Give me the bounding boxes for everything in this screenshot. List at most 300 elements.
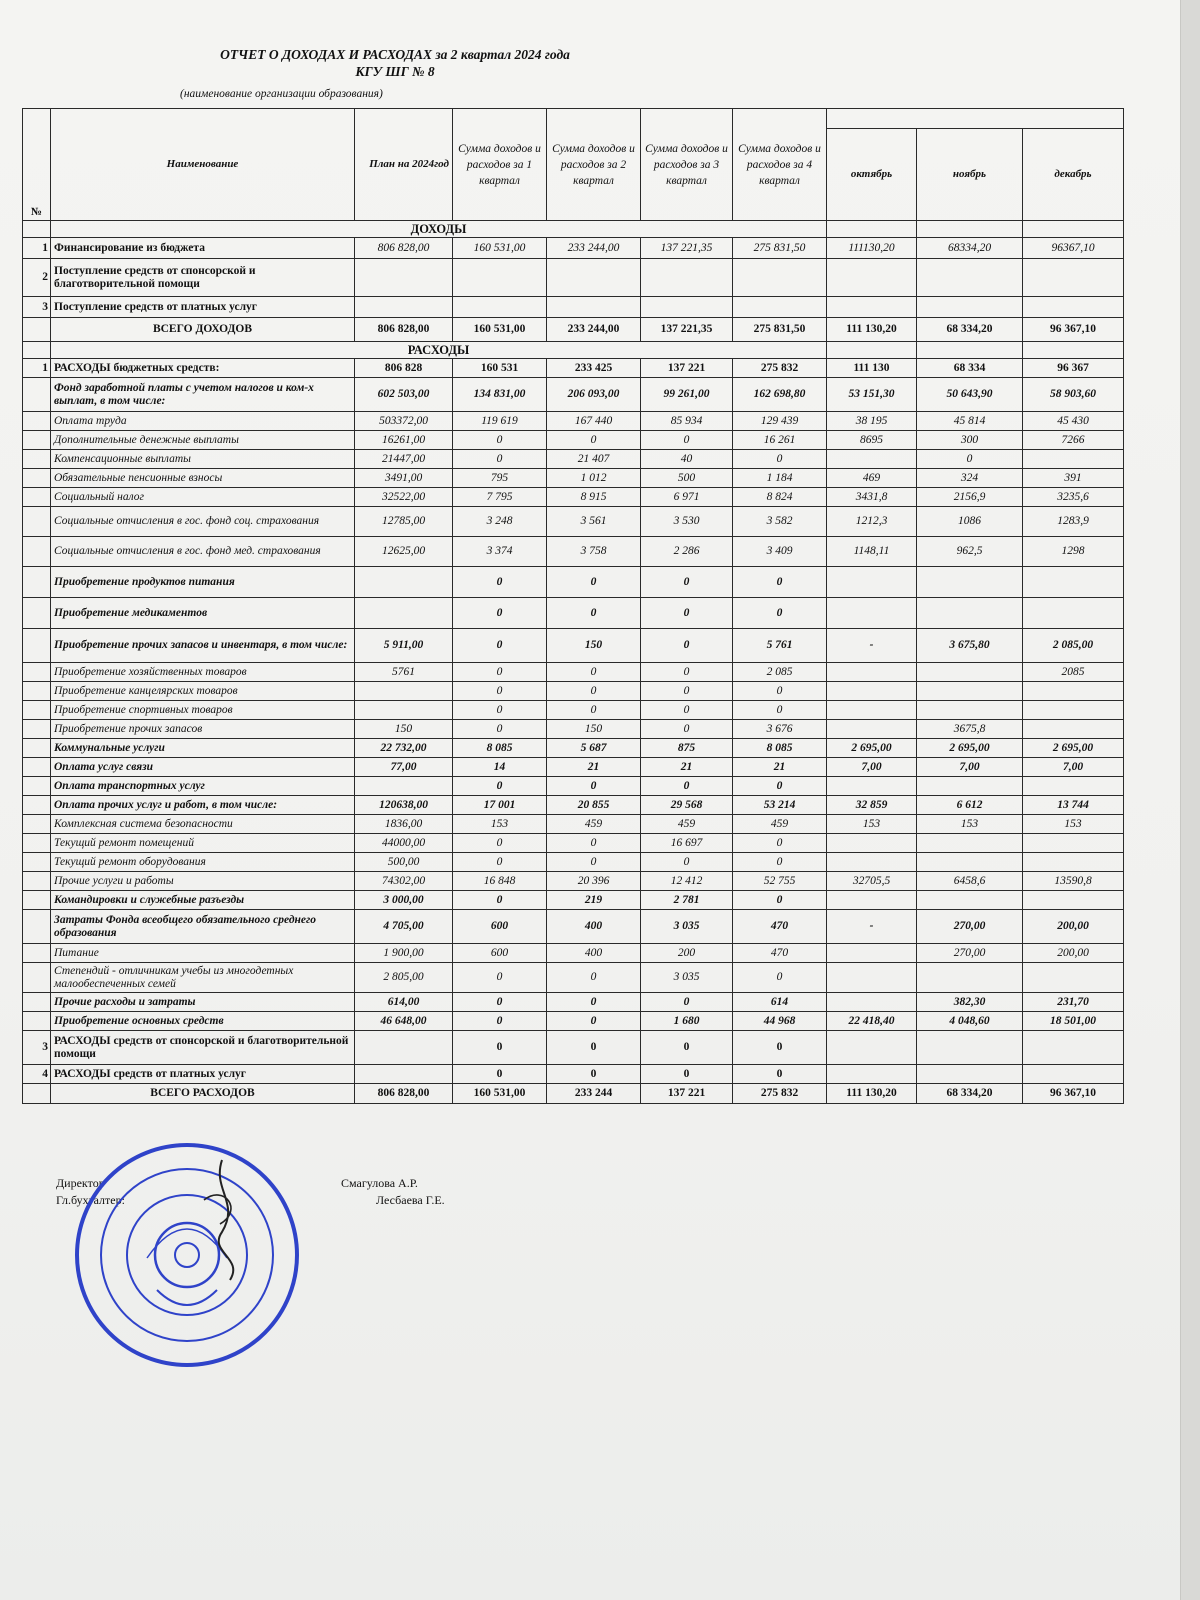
cell-q4: 52 755 [733, 872, 827, 891]
expense-row [23, 507, 1124, 537]
cell-q1: 0 [453, 701, 547, 720]
cell-m3: 18 501,00 [1023, 1012, 1124, 1031]
cell-q2: 0 [547, 777, 641, 796]
cell-q4 [733, 297, 827, 318]
cell-q3: 85 934 [641, 412, 733, 431]
expense-row [23, 629, 1124, 663]
cell-q3: 21 [641, 758, 733, 777]
director-name: Смагулова А.Р. [341, 1176, 418, 1190]
cell-m1: 111 130,20 [827, 318, 917, 342]
cell-m2 [917, 963, 1023, 993]
col-q1: Сумма доходов и расходов за 1 квартал [453, 109, 547, 221]
cell-q1: 0 [453, 720, 547, 739]
cell-m3: 200,00 [1023, 910, 1124, 944]
cell-q3: 0 [641, 663, 733, 682]
cell-q1: 134 831,00 [453, 378, 547, 412]
cell-q1 [453, 259, 547, 297]
cell-m1: 53 151,30 [827, 378, 917, 412]
cell-name: Командировки и служебные разъезды [51, 891, 355, 910]
cell-q3 [641, 297, 733, 318]
cell-m2: 1086 [917, 507, 1023, 537]
cell-m2: 382,30 [917, 993, 1023, 1012]
cell-n [23, 777, 51, 796]
cell-name: Приобретение медикаментов [51, 598, 355, 629]
cell-q2: 0 [547, 1065, 641, 1084]
cell-q1: 0 [453, 1065, 547, 1084]
cell-q3: 137 221,35 [641, 318, 733, 342]
cell-q1: 160 531 [453, 359, 547, 378]
cell-q4: 0 [733, 1031, 827, 1065]
cell-q2: 5 687 [547, 739, 641, 758]
cell-name: РАСХОДЫ средств от платных услуг [51, 1065, 355, 1084]
cell-n [23, 834, 51, 853]
cell-plan [355, 259, 453, 297]
cell-m2: 68 334 [917, 359, 1023, 378]
income-row [23, 238, 1124, 259]
cell-q3: 0 [641, 777, 733, 796]
cell-q1: 0 [453, 777, 547, 796]
cell-m2: 2156,9 [917, 488, 1023, 507]
cell-name: Социальный налог [51, 488, 355, 507]
cell-m1: 8695 [827, 431, 917, 450]
expense-total-row [23, 1084, 1124, 1104]
cell-name: Прочие расходы и затраты [51, 993, 355, 1012]
cell-m1 [827, 853, 917, 872]
cell-n [23, 567, 51, 598]
cell-n [23, 963, 51, 993]
cell-m2: 962,5 [917, 537, 1023, 567]
cell-q3: 3 035 [641, 963, 733, 993]
cell-n [23, 910, 51, 944]
cell-q2 [547, 297, 641, 318]
cell-m1: 111130,20 [827, 238, 917, 259]
cell-plan: 5761 [355, 663, 453, 682]
cell-n [23, 796, 51, 815]
expense-row [23, 1065, 1124, 1084]
cell-q1: 0 [453, 1031, 547, 1065]
cell-q3: 500 [641, 469, 733, 488]
cell-m3 [1023, 598, 1124, 629]
cell-m2 [917, 834, 1023, 853]
org-name: КГУ ШГ № 8 [355, 64, 435, 79]
cell-m2 [917, 701, 1023, 720]
cell-name: Приобретение основных средств [51, 1012, 355, 1031]
cell-m1: - [827, 910, 917, 944]
cell-m3: 3235,6 [1023, 488, 1124, 507]
cell-m3: 2 085,00 [1023, 629, 1124, 663]
cell-q1: 0 [453, 853, 547, 872]
cell-plan [355, 598, 453, 629]
cell-m2: 50 643,90 [917, 378, 1023, 412]
cell-n [23, 488, 51, 507]
cell-m3 [1023, 450, 1124, 469]
cell-name: Социальные отчисления в гос. фонд мед. страхования [51, 537, 355, 567]
cell-m2 [917, 598, 1023, 629]
cell-q1: 0 [453, 663, 547, 682]
expense-row [23, 872, 1124, 891]
cell-q4: 2 085 [733, 663, 827, 682]
cell-q1: 600 [453, 944, 547, 963]
cell-q3: 200 [641, 944, 733, 963]
cell-plan: 4 705,00 [355, 910, 453, 944]
cell-m3: 7266 [1023, 431, 1124, 450]
cell-plan: 1 900,00 [355, 944, 453, 963]
cell-name: Поступление средств от спонсорской и благотворительной помощи [51, 259, 355, 297]
cell-m2: 6 612 [917, 796, 1023, 815]
cell-q3: 0 [641, 1031, 733, 1065]
expense-row [23, 412, 1124, 431]
cell-plan [355, 1065, 453, 1084]
cell-m2 [917, 1031, 1023, 1065]
cell-m3 [1023, 834, 1124, 853]
income-total-row [23, 318, 1124, 342]
cell-m3 [1023, 682, 1124, 701]
expense-row [23, 359, 1124, 378]
cell-plan: 806 828 [355, 359, 453, 378]
cell-name: Фонд заработной платы с учетом налогов и ком-х выплат, в том числе: [51, 378, 355, 412]
cell-m2: 324 [917, 469, 1023, 488]
cell-m3: 231,70 [1023, 993, 1124, 1012]
cell-q2: 206 093,00 [547, 378, 641, 412]
cell-m1 [827, 1065, 917, 1084]
cell-plan: 806 828,00 [355, 1084, 453, 1104]
cell-plan [355, 682, 453, 701]
cell-n [23, 682, 51, 701]
cell-q1: 3 248 [453, 507, 547, 537]
expense-row [23, 777, 1124, 796]
cell-q3: 16 697 [641, 834, 733, 853]
cell-q4: 1 184 [733, 469, 827, 488]
cell-m2 [917, 777, 1023, 796]
expense-row [23, 891, 1124, 910]
cell-name: РАСХОДЫ средств от спонсорской и благотворительной помощи [51, 1031, 355, 1065]
cell-q4: 0 [733, 1065, 827, 1084]
cell-m2: 68 334,20 [917, 318, 1023, 342]
cell-n: 3 [23, 1031, 51, 1065]
cell-q1: 119 619 [453, 412, 547, 431]
cell-q4: 0 [733, 963, 827, 993]
cell-name: ВСЕГО РАСХОДОВ [51, 1084, 355, 1104]
cell-q3: 137 221,35 [641, 238, 733, 259]
cell-m3: 96 367,10 [1023, 1084, 1124, 1104]
cell-m2: 6458,6 [917, 872, 1023, 891]
cell-m2: 300 [917, 431, 1023, 450]
cell-n [23, 944, 51, 963]
cell-q2: 1 012 [547, 469, 641, 488]
cell-q3: 29 568 [641, 796, 733, 815]
cell-m3: 1283,9 [1023, 507, 1124, 537]
cell-plan: 12785,00 [355, 507, 453, 537]
expense-row [23, 758, 1124, 777]
cell-m1 [827, 834, 917, 853]
cell-q2: 219 [547, 891, 641, 910]
cell-plan: 150 [355, 720, 453, 739]
expense-row [23, 378, 1124, 412]
cell-q4: 21 [733, 758, 827, 777]
cell-n [23, 720, 51, 739]
cell-plan: 3491,00 [355, 469, 453, 488]
cell-q2: 0 [547, 598, 641, 629]
expense-row [23, 963, 1124, 993]
cell-q1: 14 [453, 758, 547, 777]
expense-row [23, 537, 1124, 567]
cell-q2 [547, 259, 641, 297]
expense-row [23, 944, 1124, 963]
col-q3: Сумма доходов и расходов за 3 квартал [641, 109, 733, 221]
cell-n [23, 891, 51, 910]
cell-q2: 0 [547, 701, 641, 720]
cell-q4: 459 [733, 815, 827, 834]
cell-q4: 275 832 [733, 359, 827, 378]
cell-m2 [917, 297, 1023, 318]
cell-m1 [827, 963, 917, 993]
cell-q1 [453, 297, 547, 318]
cell-n [23, 739, 51, 758]
cell-m1 [827, 663, 917, 682]
cell-q4: 16 261 [733, 431, 827, 450]
cell-q2: 0 [547, 853, 641, 872]
cell-m1: 32705,5 [827, 872, 917, 891]
cell-plan: 16261,00 [355, 431, 453, 450]
cell-m1 [827, 777, 917, 796]
cell-m3 [1023, 891, 1124, 910]
cell-m1: 22 418,40 [827, 1012, 917, 1031]
section-row-expenses [23, 342, 1124, 359]
cell-n [23, 412, 51, 431]
cell-n: 2 [23, 259, 51, 297]
cell-q3: 12 412 [641, 872, 733, 891]
expense-row [23, 834, 1124, 853]
cell-q2: 21 407 [547, 450, 641, 469]
col-q4: Сумма доходов и расходов за 4 квартал [733, 109, 827, 221]
cell-q4: 3 676 [733, 720, 827, 739]
cell-q3: 875 [641, 739, 733, 758]
cell-plan [355, 701, 453, 720]
cell-n [23, 872, 51, 891]
cell-q2: 150 [547, 629, 641, 663]
cell-name: Приобретение продуктов питания [51, 567, 355, 598]
col-name: Наименование [51, 109, 355, 221]
cell-q4: 5 761 [733, 629, 827, 663]
cell-plan: 806 828,00 [355, 238, 453, 259]
cell-q3: 0 [641, 682, 733, 701]
expense-row [23, 993, 1124, 1012]
cell-m2: 153 [917, 815, 1023, 834]
cell-name: РАСХОДЫ бюджетных средств: [51, 359, 355, 378]
cell-m3 [1023, 853, 1124, 872]
report-title [150, 46, 640, 80]
cell-q4: 44 968 [733, 1012, 827, 1031]
cell-plan: 44000,00 [355, 834, 453, 853]
cell-q4: 53 214 [733, 796, 827, 815]
cell-plan: 74302,00 [355, 872, 453, 891]
cell-m1 [827, 701, 917, 720]
cell-q1: 16 848 [453, 872, 547, 891]
cell-q1: 600 [453, 910, 547, 944]
cell-n: 4 [23, 1065, 51, 1084]
cell-q1: 0 [453, 629, 547, 663]
expense-row [23, 682, 1124, 701]
cell-m1 [827, 297, 917, 318]
expense-row [23, 853, 1124, 872]
cell-q3: 0 [641, 567, 733, 598]
cell-m2 [917, 567, 1023, 598]
cell-n [23, 507, 51, 537]
cell-q4: 0 [733, 567, 827, 598]
cell-q1: 0 [453, 567, 547, 598]
cell-m2: 3 675,80 [917, 629, 1023, 663]
cell-q4: 129 439 [733, 412, 827, 431]
cell-name: Затраты Фонда всеобщего обязательного среднего образования [51, 910, 355, 944]
cell-q3: 6 971 [641, 488, 733, 507]
cell-name: ВСЕГО ДОХОДОВ [51, 318, 355, 342]
cell-q3: 2 781 [641, 891, 733, 910]
cell-q4: 275 832 [733, 1084, 827, 1104]
cell-q1: 0 [453, 993, 547, 1012]
cell-n [23, 663, 51, 682]
cell-m1: 111 130 [827, 359, 917, 378]
section-income-title: ДОХОДЫ [51, 221, 827, 238]
cell-q4: 470 [733, 944, 827, 963]
cell-m2 [917, 853, 1023, 872]
cell-q1: 7 795 [453, 488, 547, 507]
cell-m1: 3431,8 [827, 488, 917, 507]
expense-row [23, 450, 1124, 469]
cell-m3 [1023, 1031, 1124, 1065]
cell-q1: 3 374 [453, 537, 547, 567]
official-stamp [72, 1140, 302, 1370]
cell-q4: 0 [733, 853, 827, 872]
cell-m3: 2 695,00 [1023, 739, 1124, 758]
cell-q4 [733, 259, 827, 297]
cell-name: Компенсационные выплаты [51, 450, 355, 469]
cell-q1: 160 531,00 [453, 318, 547, 342]
cell-m1: 38 195 [827, 412, 917, 431]
cell-m1 [827, 944, 917, 963]
cell-q1: 0 [453, 891, 547, 910]
cell-q4: 8 085 [733, 739, 827, 758]
cell-q2: 233 244 [547, 1084, 641, 1104]
cell-m3 [1023, 701, 1124, 720]
cell-name: Прочие услуги и работы [51, 872, 355, 891]
cell-m1 [827, 1031, 917, 1065]
cell-q2: 21 [547, 758, 641, 777]
cell-n: 1 [23, 359, 51, 378]
accountant-name: Лесбаева Г.Е. [376, 1193, 445, 1207]
cell-n [23, 1012, 51, 1031]
cell-name: Питание [51, 944, 355, 963]
cell-m3: 391 [1023, 469, 1124, 488]
cell-name: Социальные отчисления в гос. фонд соц. страхования [51, 507, 355, 537]
cell-plan: 602 503,00 [355, 378, 453, 412]
cell-m1 [827, 720, 917, 739]
cell-m3: 2085 [1023, 663, 1124, 682]
cell-n [23, 431, 51, 450]
cell-m2: 270,00 [917, 944, 1023, 963]
cell-q1: 160 531,00 [453, 238, 547, 259]
cell-q2: 0 [547, 431, 641, 450]
cell-plan: 500,00 [355, 853, 453, 872]
col-num: № [23, 109, 51, 221]
cell-q3: 0 [641, 853, 733, 872]
cell-m1: 111 130,20 [827, 1084, 917, 1104]
cell-q2: 400 [547, 944, 641, 963]
cell-m2: 4 048,60 [917, 1012, 1023, 1031]
cell-q3: 40 [641, 450, 733, 469]
cell-name: Оплата услуг связи [51, 758, 355, 777]
cell-n [23, 1084, 51, 1104]
cell-q2: 233 244,00 [547, 318, 641, 342]
cell-m2 [917, 682, 1023, 701]
section-row-income [23, 221, 1124, 238]
cell-name: Оплата труда [51, 412, 355, 431]
cell-q3: 2 286 [641, 537, 733, 567]
cell-q2: 233 244,00 [547, 238, 641, 259]
cell-q3 [641, 259, 733, 297]
cell-m3: 96 367,10 [1023, 318, 1124, 342]
cell-plan: 77,00 [355, 758, 453, 777]
cell-n [23, 450, 51, 469]
cell-q2: 0 [547, 663, 641, 682]
cell-m2: 3675,8 [917, 720, 1023, 739]
cell-q2: 3 561 [547, 507, 641, 537]
cell-q4: 470 [733, 910, 827, 944]
cell-m3: 45 430 [1023, 412, 1124, 431]
income-row [23, 297, 1124, 318]
cell-q2: 400 [547, 910, 641, 944]
cell-q1: 0 [453, 963, 547, 993]
expense-row [23, 910, 1124, 944]
cell-n [23, 853, 51, 872]
cell-q1: 0 [453, 598, 547, 629]
cell-q3: 137 221 [641, 359, 733, 378]
cell-plan [355, 777, 453, 796]
cell-name: Коммунальные услуги [51, 739, 355, 758]
cell-m2: 45 814 [917, 412, 1023, 431]
cell-q4: 8 824 [733, 488, 827, 507]
cell-m3: 13 744 [1023, 796, 1124, 815]
cell-m2: 68334,20 [917, 238, 1023, 259]
cell-m1 [827, 450, 917, 469]
col-plan: План на 2024год [355, 109, 453, 221]
expense-row [23, 1012, 1124, 1031]
cell-q1: 153 [453, 815, 547, 834]
cell-m1: 153 [827, 815, 917, 834]
cell-m3: 200,00 [1023, 944, 1124, 963]
col-m1: октябрь [827, 129, 917, 221]
expense-row [23, 567, 1124, 598]
cell-name: Дополнительные денежные выплаты [51, 431, 355, 450]
cell-q4: 0 [733, 701, 827, 720]
cell-q4: 614 [733, 993, 827, 1012]
cell-m1: 1148,11 [827, 537, 917, 567]
report-body [23, 221, 1124, 1104]
cell-name: Текущий ремонт помещений [51, 834, 355, 853]
cell-plan: 46 648,00 [355, 1012, 453, 1031]
cell-q4: 0 [733, 891, 827, 910]
cell-name: Приобретение хозяйственных товаров [51, 663, 355, 682]
cell-m3: 96 367 [1023, 359, 1124, 378]
cell-m2: 68 334,20 [917, 1084, 1023, 1104]
cell-m3 [1023, 720, 1124, 739]
expense-row [23, 663, 1124, 682]
cell-q1: 8 085 [453, 739, 547, 758]
col-months-group [827, 109, 1124, 129]
cell-plan [355, 1031, 453, 1065]
cell-q4: 162 698,80 [733, 378, 827, 412]
cell-q3: 0 [641, 1065, 733, 1084]
cell-m1 [827, 567, 917, 598]
